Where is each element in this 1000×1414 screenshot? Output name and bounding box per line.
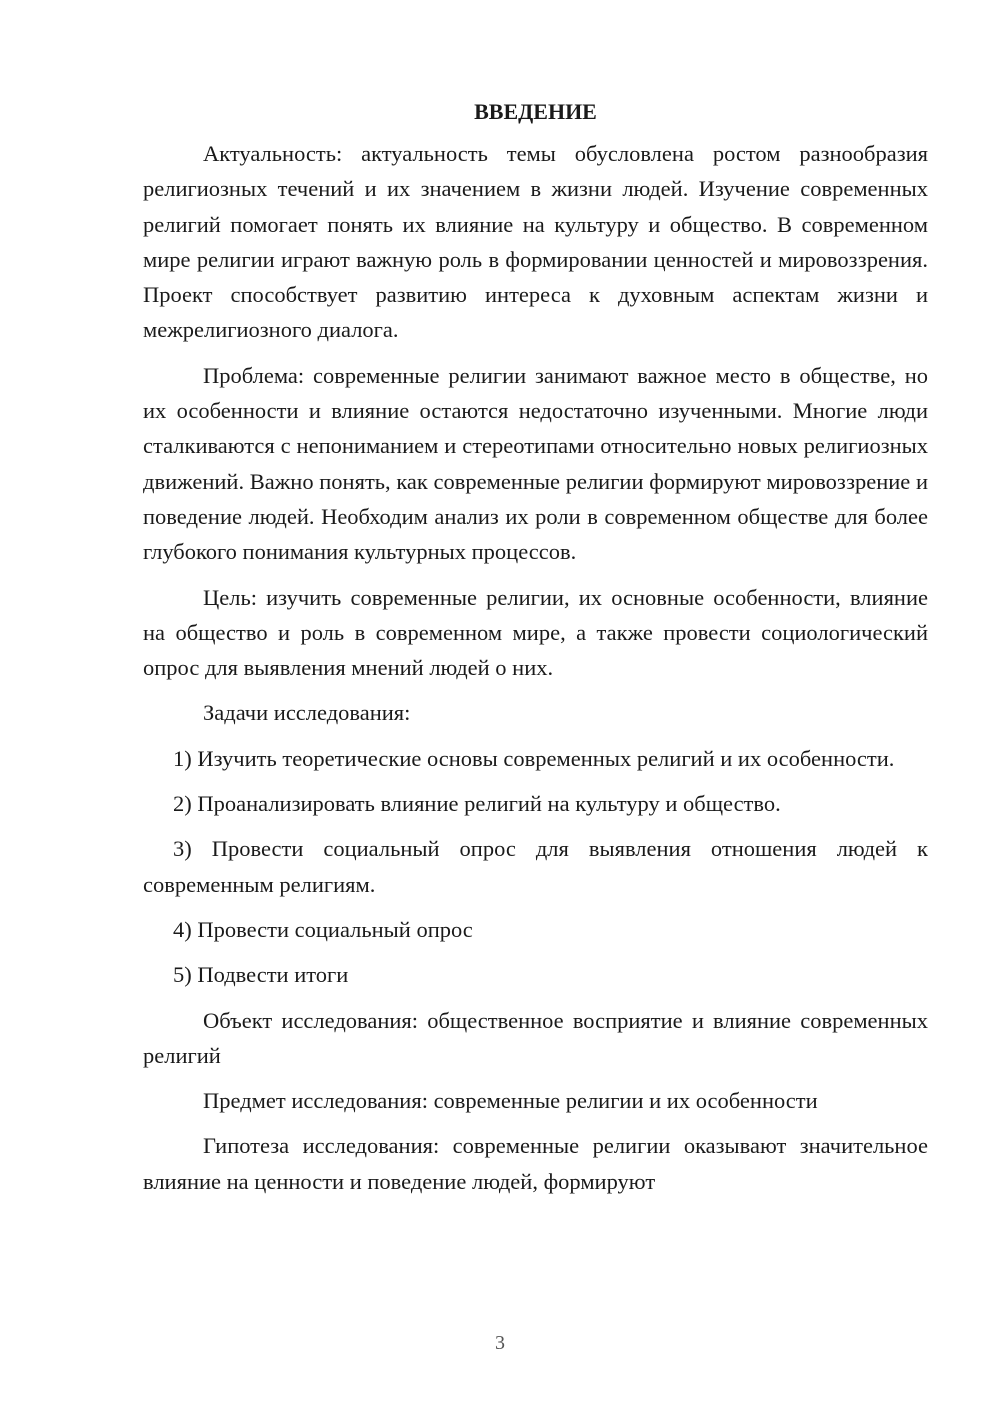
list-item: 4) Провести социальный опрос <box>173 916 473 942</box>
list-item: 1) Изучить теоретические основы современных религий и их особенности. <box>173 745 895 771</box>
paragraph-problem: Проблема: современные религии занимают важное место в обществе, но их особенности и влияние остаются недостаточно изученными. Многие люди сталкиваются с непониманием и стереотипами относительно новых религиозных движений. Важно понять, как современные религии формируют мировоззрение и поведение людей. Необходим анализ их роли в современном обществе для более глубокого понимания культурных процессов. <box>143 362 928 565</box>
paragraph-tasks-title: Задачи исследования: <box>203 700 411 726</box>
list-item: 5) Подвести итоги <box>173 962 349 988</box>
paragraph-subject: Предмет исследования: современные религии и их особенности <box>203 1088 818 1114</box>
page-number: 3 <box>495 1332 505 1354</box>
paragraph-object: Объект исследования: общественное восприятие и влияние современных религий <box>143 1007 928 1068</box>
tasks-list <box>143 741 928 993</box>
paragraph-goal: Цель: изучить современные религии, их основные особенности, влияние на общество и роль в современном мире, а также провести социологический опрос для выявления мнений людей о них. <box>143 584 928 681</box>
paragraph-relevance: Актуальность: актуальность темы обусловлена ростом разнообразия религиозных течений и их значением в жизни людей. Изучение современных религий помогает понять их влияние на культуру и общество. В современном мире религии играют важную роль в формировании ценностей и мировоззрения. Проект способствует развитию интереса к духовным аспектам жизни и межрелигиозного диалога. <box>143 141 928 343</box>
page-content <box>143 95 928 1199</box>
list-item: 3) Провести социальный опрос для выявления отношения людей к современным религиям. <box>143 836 928 897</box>
paragraph-hypothesis: Гипотеза исследования: современные религии оказывают значительное влияние на ценности и поведение людей, формируют <box>143 1133 928 1194</box>
list-item: 2) Проанализировать влияние религий на культуру и общество. <box>173 791 781 817</box>
section-heading: ВВЕДЕНИЕ <box>474 99 597 124</box>
